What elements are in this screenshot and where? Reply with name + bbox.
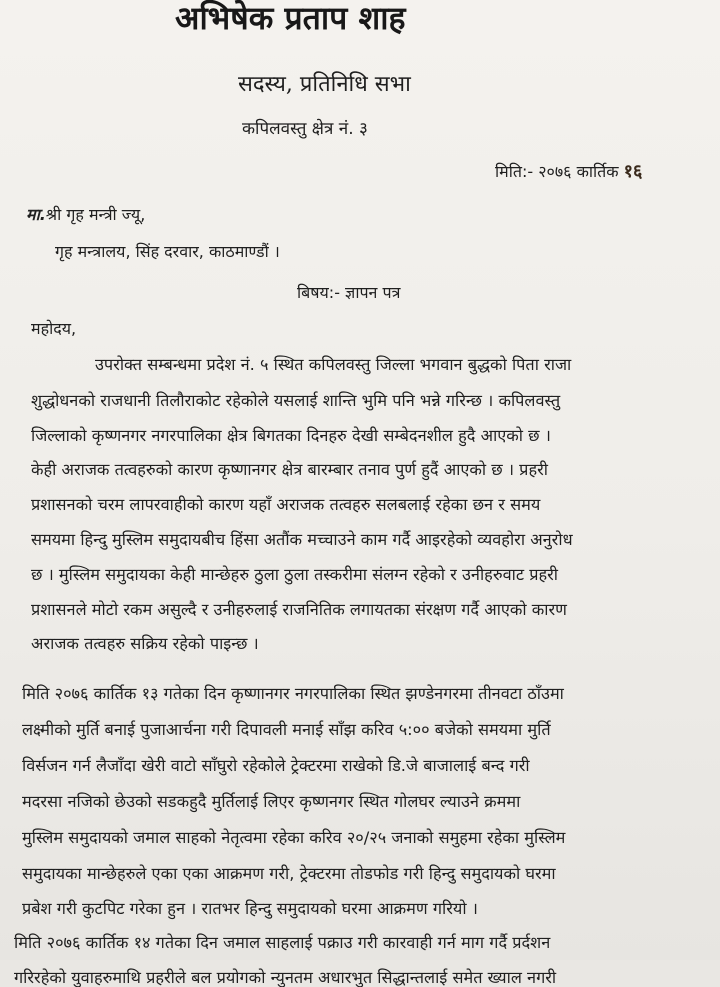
subject-line: बिषय:- ज्ञापन पत्र: [297, 283, 401, 302]
paragraph-2-line-2: लक्ष्मीको मुर्ति बनाई पुजाआर्चना गरी दिपावली मनाई साँझ करिव ५:०० बजेको समयमा मुर्ति: [22, 720, 551, 739]
salutation: महोदय,: [31, 319, 77, 338]
paragraph-1-line-3: जिल्लाको कृष्णनगर नगरपालिका क्षेत्र बिगतका दिनहरु देखी सम्बेदनशील हुदै आएको छ ।: [31, 426, 551, 445]
paragraph-1-line-7: छ । मुस्लिम समुदायका केही मान्छेहरु ठुला ठुला तस्करीमा संलग्न रहेको र उनीहरुवाट प्रहरी: [31, 565, 558, 584]
date-day-handwritten: १६: [623, 161, 643, 182]
paragraph-1-line-1: उपरोक्त सम्बन्धमा प्रदेश नं. ५ स्थित कपिलवस्तु जिल्ला भगवान बुद्धको पिता राजा: [95, 355, 572, 374]
paragraph-2-line-3: विर्सजन गर्न लैजाँदा खेरी वाटो साँघुरो रहेकोले ट्रेक्टरमा राखेको डि.जे बाजालाई बन्द गरी: [22, 756, 530, 775]
addressee-honorific: मा.: [26, 205, 46, 224]
letter-date: [495, 163, 642, 181]
paragraph-1-line-2: शुद्धोधनको राजधानी तिलौराकोट रहेकोले यसलाई शान्ति भुमि पनि भन्ने गरिन्छ । कपिलवस्तु: [31, 391, 561, 410]
paragraph-2-line-5: मुस्लिम समुदायको जमाल साहको नेतृत्वमा रहेका करिव २०/२५ जनाको समुहमा रहेका मुस्लिम: [22, 828, 566, 847]
sender-designation: सदस्य, प्रतिनिधि सभा: [238, 72, 411, 97]
paragraph-1-line-5: प्रशासनको चरम लापरवाहीको कारण यहाँ अराजक तत्वहरु सलबलाई रहेका छन र समय: [31, 495, 541, 514]
sender-name: अभिषेक प्रताप शाह: [175, 0, 406, 37]
paragraph-3-line-1: मिति २०७६ कार्तिक १४ गतेका दिन जमाल साहलाई पक्राउ गरी कारवाही गर्न माग गर्दै प्रर्दशन: [14, 933, 551, 952]
addressee-name: श्री गृह मन्त्री ज्यू,: [45, 205, 146, 224]
addressee-line: [26, 207, 145, 223]
paragraph-3-line-2: गरिरहेको युवाहरुमाथि प्रहरीले बल प्रयोगको न्युनतम अधारभुत सिद्धान्तलाई समेत ख्याल नगरी: [14, 968, 557, 987]
paragraph-2-line-4: मदरसा नजिको छेउको सडकहुदै मुर्तिलाई लिएर कृष्णनगर स्थित गोलघर ल्याउने क्रममा: [22, 792, 521, 811]
paragraph-2-line-7: प्रबेश गरी कुटपिट गरेका हुन । रातभर हिन्दु समुदायको घरमा आक्रमण गरियो ।: [22, 899, 478, 918]
addressee-address: गृह मन्त्रालय, सिंह दरवार, काठमाण्डौं ।: [55, 242, 280, 261]
sender-constituency: कपिलवस्तु क्षेत्र नं. ३: [242, 119, 368, 139]
paragraph-1-line-9: अराजक तत्वहरु सक्रिय रहेको पाइन्छ ।: [31, 634, 259, 653]
paragraph-1-line-4: केही अराजक तत्वहरुको कारण कृष्णानगर क्षेत्र बारम्बार तनाव पुर्ण हुदैं आएको छ । प्रहरी: [31, 460, 548, 479]
paragraph-2-line-6: समुदायका मान्छेहरुले एका एका आक्रमण गरी, ट्रेक्टरमा तोडफोड गरी हिन्दु समुदायको घरमा: [22, 864, 556, 883]
date-prefix: मिति:- २०७६ कार्तिक: [495, 162, 624, 181]
paragraph-1-line-6: समयमा हिन्दु मुस्लिम समुदायबीच हिंसा अतौंक मच्चाउने काम गर्दै आइरहेको व्यवहोरा अनुरोध: [31, 530, 573, 549]
paragraph-1-line-8: प्रशासनले मोटो रकम असुल्दै र उनीहरुलाई राजनितिक लगायतका संरक्षण गर्दै आएको कारण: [31, 600, 567, 619]
paragraph-2-line-1: मिति २०७६ कार्तिक १३ गतेका दिन कृष्णानगर नगरपालिका स्थित झण्डेनगरमा तीनवटा ठाँउमा: [22, 684, 564, 703]
